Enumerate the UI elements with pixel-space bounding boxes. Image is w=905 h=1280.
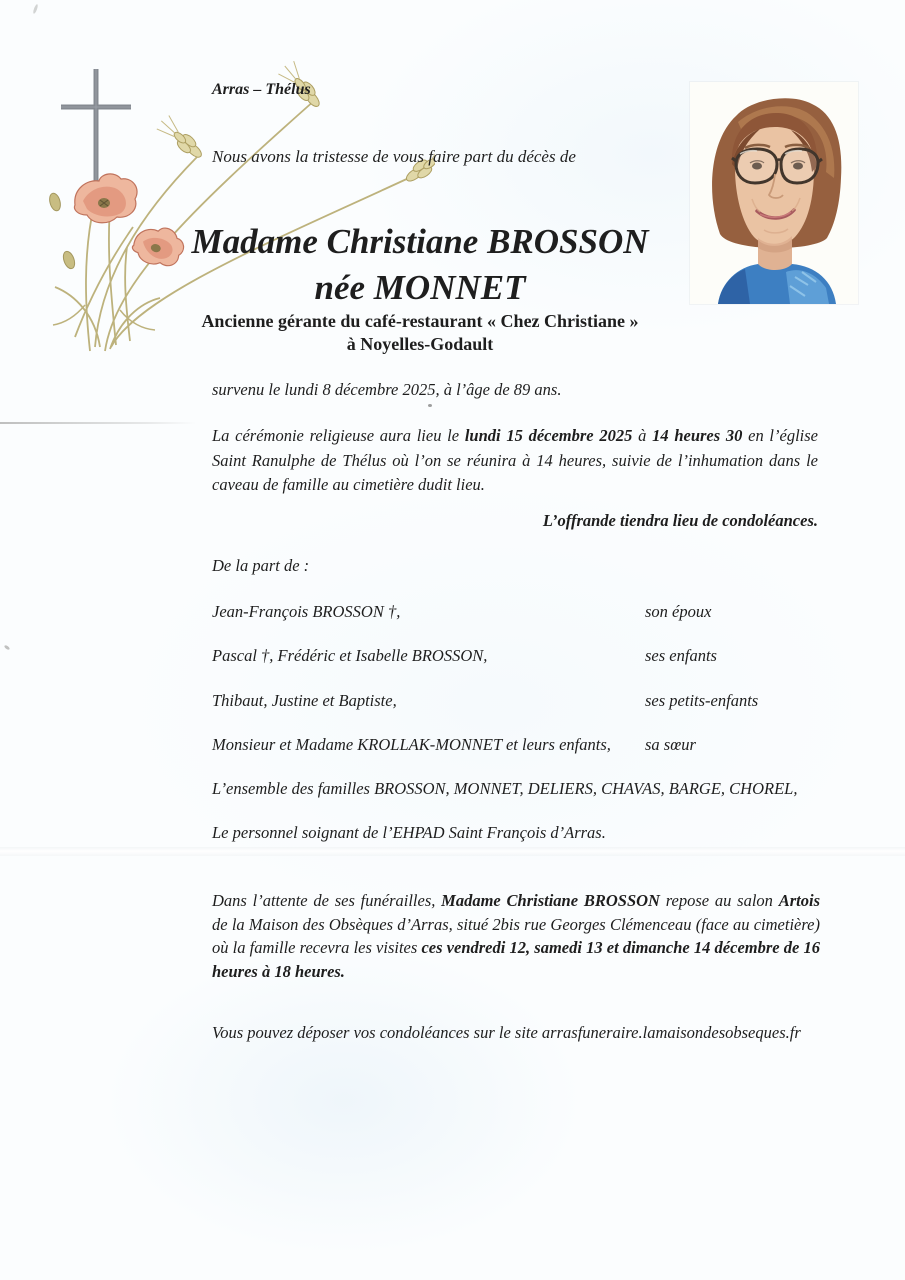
- ceremony-text-1: La cérémonie religieuse aura lieu le: [212, 426, 465, 445]
- ceremony-date-bold: lundi 15 décembre 2025: [464, 426, 633, 445]
- staff-line: Le personnel soignant de l’EHPAD Saint François d’Arras.: [212, 823, 606, 842]
- families-line: L’ensemble des familles BROSSON, MONNET, DELIERS, CHAVAS, BARGE, CHOREL,: [212, 779, 798, 798]
- visitation-text-3: de la Maison des Obsèques d’Arras, situé 2bis rue Georges Clémenceau (face au cimetière) où la famille recevra les visites: [212, 914, 820, 957]
- deceased-subtitle-line2: à Noyelles-Godault: [346, 334, 494, 354]
- visitation-salon-bold: Artois: [778, 891, 820, 910]
- visitation-dates-bold: ces vendredi 12, samedi 13 et dimanche 14 décembre de 16 heures à 18 heures.: [212, 938, 820, 981]
- visitation-text-1: Dans l’attente de ses funérailles,: [212, 891, 442, 910]
- visitation-paragraph: [212, 889, 820, 983]
- death-date-line: survenu le lundi 8 décembre 2025, à l’âge de 89 ans.: [212, 380, 562, 399]
- from-label: De la part de :: [212, 556, 310, 575]
- ceremony-text-2: à: [632, 426, 653, 445]
- family-row-relation: ses petits-enfants: [645, 691, 759, 710]
- scan-speck: [428, 404, 432, 407]
- family-row-names: Jean-François BROSSON †,: [212, 602, 401, 621]
- family-row-relation: son époux: [645, 602, 712, 621]
- ceremony-text-3: en l’église Saint Ranulphe de Thélus où l’on se réunira à 14 heures, suivie de l’inhumation dans le caveau de famille au cimetière dudit lieu.: [212, 426, 818, 494]
- family-row-relation: sa sœur: [645, 735, 696, 754]
- family-row-names: Pascal †, Frédéric et Isabelle BROSSON,: [212, 646, 488, 665]
- family-row-names: Thibaut, Justine et Baptiste,: [212, 691, 397, 710]
- location-header: Arras – Thélus: [212, 81, 311, 98]
- deceased-name-block: [20, 219, 820, 311]
- deceased-name-line1: Madame Christiane BROSSON: [191, 222, 649, 261]
- visitation-text-2: repose au salon: [659, 891, 779, 910]
- visitation-name-bold: Madame Christiane BROSSON: [441, 891, 660, 910]
- scan-speck: [4, 645, 11, 651]
- deceased-name-line2: née MONNET: [314, 268, 526, 307]
- family-row-relation: ses enfants: [645, 646, 717, 665]
- deceased-subtitle-block: [20, 310, 820, 356]
- scan-speck: [32, 4, 38, 14]
- offering-line: L’offrande tiendra lieu de condoléances.: [542, 511, 818, 530]
- ceremony-paragraph: [212, 424, 818, 498]
- scan-artifact-band: [0, 847, 905, 856]
- deceased-subtitle-line1: Ancienne gérante du café-restaurant « Chez Christiane »: [201, 311, 639, 331]
- ceremony-time-bold: 14 heures 30: [652, 426, 743, 445]
- intro-line: Nous avons la tristesse de vous faire part du décès de: [212, 147, 576, 166]
- scan-artifact-line: [0, 422, 196, 424]
- condolences-website-line: Vous pouvez déposer vos condoléances sur le site arrasfuneraire.lamaisondesobseques.fr: [212, 1023, 801, 1042]
- family-row-names: Monsieur et Madame KROLLAK-MONNET et leurs enfants,: [212, 735, 611, 754]
